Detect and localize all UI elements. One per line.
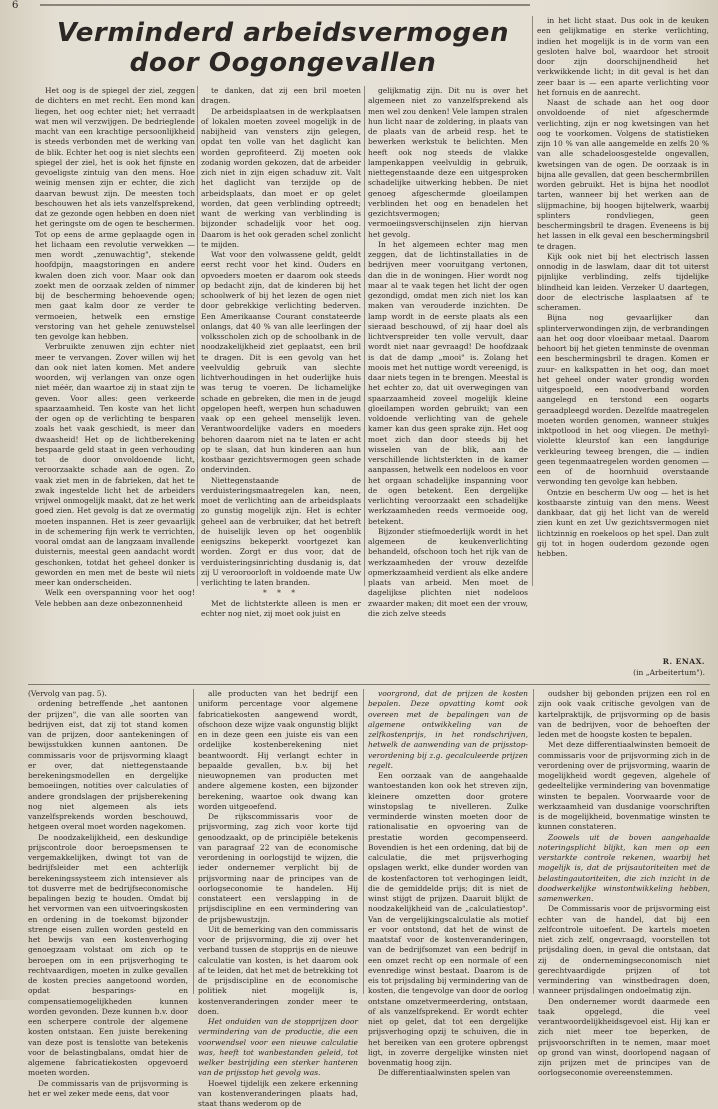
paragraph: Niettegenstaande de verduisteringsmaatregelen kan, neen, moet de verlichting aan de arbeidsplaats zo gunstig mogelijk zijn. Het is echter geheel aan de verbruiker, dat het betreft de huiselijk leven op het oogenblik eenigszins bekeperkt voortgezet kan worden. Zorgt er dus voor, dat de verduisteringsinrichting dusdanig is, dat zij U verooroorloft in voldoende mate Uw verlichting te laten branden. <box>201 476 361 589</box>
column-divider <box>532 16 533 586</box>
top-rule <box>40 4 530 6</box>
paragraph: Met de lichtsterkte alleen is men er echter nog niet, zij moet ook juist en <box>201 599 361 620</box>
article-column-4 <box>537 16 709 641</box>
paragraph: Kijk ook niet bij het electrisch lassen onnodig in de laswlam, daar dit tot uiterst pijnlijke verblinding, zelfs tijdelijke blindheid kan leiden. Verzeker U daartegen, door de electrische lasplaatsen af te scheramen. <box>537 252 709 314</box>
paragraph: Zoowels uit de boven aangehaalde noteringsplicht blijkt, kan men op een verstarkte controle rekenen, waarbij het mogelijk is, dat de prijsautoriteiten met de belastingautoriteiten, die zich inzicht in de doodwerkelijke winstontwikkeling hebben, samenwerken. <box>538 833 710 905</box>
headline-line-1: Verminderd arbeidsvermogen <box>28 18 538 48</box>
page-number: 6 <box>12 0 18 12</box>
section-break: * * * <box>201 588 361 598</box>
paragraph: in het licht staat. Dus ook in de keuken een gelijkmatige en sterke verlichting, indien het mogelijk is in de vorm van een gesloten halve bol, waardoor het strooit door zijn doorschijnendheid het verkwikkende licht; in dit geval is het dan zeer baar is — een aparte verlichting voor het fornuis en de aanrecht. <box>537 16 709 98</box>
paragraph: De arbeidsplaatsen in de werkplaatsen of lokalen moeten zoveel mogelijk in de nabijheid van vensters zijn gelegen, opdat ten volle van het daglicht kan worden geprofiteerd. Zij moeten ook zodanig worden gekozen, dat de arbeider zich niet in zijn eigen schaduw zit. Valt het daglicht van terzijde op de arbeidsplaats, dan moet er op gelet worden, dat geen verblinding optreedt; want de werking van verblinding is bijzonder schadelijk voor het oog. Daarom is het ook geraden schel zonlicht te mijden. <box>201 107 361 251</box>
column-divider <box>363 689 364 994</box>
paragraph: Naast de schade aan het oog door onvoldoende of niet afgeschermde verlichting, zijn er nog kwetsingen van het oog te voorkomen. Volgens de statistieken zijn 10 % van alle aangemelde en zelfs 20 % van alle schadeloosgestelde ongevallen, kwetsingen van de ogen. De oorzaak is in bijna alle gevallen, dat geen beschermbrillen worden gebruikt. Het is bijna het noodlot tarten, wanneer bij het werken aan de slijpmachine, bij hoogen bijtelwerk, waarbij splinters rondvliegen, geen beschermingsbril te dragen. Eveneens is bij het lassen in elk geval een beschermingsbril te dragen. <box>537 98 709 252</box>
paragraph: Ontzie en bescherm Uw oog — het is het kostbaarste zintuig van den mens. Weest dankbaar, dat gij het licht van de wereld zien kunt en zet Uw gezichtsvermogen niet lichtzinnig en roekeloos op het spel. Dan zult gij tot in hogen ouderdom gezonde ogen hebben. <box>537 488 709 560</box>
headline-line-2: door Oogongevallen <box>28 48 538 78</box>
paragraph: oudsher bij gebonden prijzen een rol en zijn ook vaak critische gevolgen van de kartelpraktijk, de prijsvorming op de basis van de bedrijven, voor de behoeften der leden met de hoogste kosten te bepalen. <box>538 689 710 740</box>
article-column-1 <box>35 86 195 586</box>
paragraph: alle producten van het bedrijf een uniform percentage voor algemene fabricatiekosten aangewend wordt, ofschoon deze wijze vaak ongunstig blijkt en in deze geen een juiste eis van een ordelijke kostenberekening niet beantwoordt. Hij verlangt echter in bepaalde gevallen, b.v. bij het nieuwopnemen van producten met andere algemene kosten, een bijzonder berekening, waartoe ook dwang kan worden uitgeoefend. <box>198 689 358 812</box>
column-divider <box>193 689 194 994</box>
article-column-2 <box>201 86 361 586</box>
column-divider <box>197 86 198 586</box>
article-column-3 <box>368 86 528 586</box>
paragraph: Verbruikte zenuwen zijn echter niet meer te vervangen. Zover willen wij het dan ook niet laten komen. Met andere woorden, wij verlangen van onze ogen niet méér, dan waartoe zij in staat zijn te geven. Voor alles: geen verkeerde spaarzaamheid. Ten koste van het licht der ogen op de verlichting te besparen zoals het vaak geschiedt, is meer dan dwaasheid! Het op de lichtberekening bespaarde geld staat in geen verhouding tot de door onvoldoende licht, veroorzaakte schade aan de ogen. Zo vaak ziet men in de fabrieken, dat het te zwak ingestelde licht het de arbeiders vrijwel onmogelijk maakt, dat ze het werk goed zien. Het gevolg is dat ze overmatig moeten inspannen. Het is zeer gevaarlijk in de schemering fijn werk te verrichten, vooral omdat aan de langzaam invallende duisternis, meestal geen aandacht wordt geschonken, totdat het geheel donker is geworden en men met de beste wil niets meer kan onderscheiden. <box>35 342 195 588</box>
paragraph: De rijkscommissaris voor de prijsvorming, zag zich voor korte tijd genoodzaakt, op de principiële betekenis van paragraaf 22 van de economische verordening in oorlogstijd te wijzen, die ieder ondernemer verplicht bij de prijsvorming naar de principes van de oorlogseconomie te handelen. Hij constateert een verslapping in de prijsdiscipline en een vermindering van de prijsbewustzijn. <box>198 812 358 925</box>
paragraph: Hoewel tijdelijk een zekere erkenning van kostenveranderingen plaats had, staat thans wederom op de <box>198 1079 358 1109</box>
continuation-column-3 <box>368 689 528 994</box>
paragraph: Bijzonder stiefmoederlijk wordt in het algemeen de keukenverlichting behandeld, ofschoon toch het rijk van de werkzaamheden der vrouw dezelfde opmerkzaamheid verdient als elke andere plaats van arbeid. Men moet de dagelijkse plichten niet nodeloos zwaarder maken; dit moet een der vrouw, die zich zelve steeds <box>368 527 528 619</box>
paragraph: De differentiaalwinsten spelen van <box>368 1068 528 1078</box>
column-divider <box>364 86 365 586</box>
paragraph: te danken, dat zij een bril moeten dragen. <box>201 86 361 107</box>
paragraph: Bijna nog gevaarlijker dan splinterverwondingen zijn, de verbrandingen aan het oog door vloeibaar metaal. Daarom behoort bij het gieten tenminste de ovenman een beschermingsbril te dragen. Komen er zuur- en kalkspatten in het oog, dan moet het geheel onder water grondig worden uitgespoeld, een noodverband worden aangelegd en terstond een oogarts geraadpleegd worden. Dezelfde maatregelen moeten worden genomen, wanneer stukjes inktpotlood in het oog vliegen. De methyl-violette kleurstof kan een langdurige verkleuring teweeg brengen, die — indien geen tegenmaatregelen worden genomen — een of de hoornhuid overstaande verwonding ten gevolge kan hebben. <box>537 313 709 487</box>
paragraph: gelijkmatig zijn. Dit nu is over het algemeen niet zo vanzelfsprekend als men wel zou denken! Vele lampen stralen hun licht naar de zoldering, in plaats van de plaats van de arbeid resp. het te bewerken werkstuk te belichten. Men heeft ook nog steeds de vlakke lampenkappen veelvuldig in gebruik, niettegenstaande deze een uitgesproken schadelijke uitwerking hebben. De niet genoeg afgeschermde gloeilampen verblinden het oog en benadelen het gezichtsvermogen; vermoeiingsverschijnselen zijn hiervan het gevolg. <box>368 86 528 240</box>
paragraph: De Commissaris voor de prijsvorming eist echter van de handel, dat bij een zelfcontrole uitoefent. De kartels moeten niet zich zelf, ongevraagd, voorstellen tot prijsdaling doen, in geval die ontstaan, dat zij de ondernemingseconomisch niet gerechtvaardigde prijzen of tot vermindering van winstbedragen doen, wanneer prijsdalingen ondoelmatig zijn. <box>538 904 710 996</box>
section-rule <box>28 684 710 685</box>
paragraph: De noodzakelijkheid, een deskundige prijscontrole door beroepsmensen te vergemakkelijken, dwingt tot van de bedrijfsleider met een achterlijk berekeningssysteem zich intensiever als tot dusverre met de bedrijfseconomische bepalingen bezig te houden. Omdat bij het vervormen van een uitvoeringskosten en ordening in de toekomst bijzonder strenge eisen zullen worden gesteld en het bewijs van een kostenverhoging genoegzaam volstaat om zich op te beroepen om in een prijsverhoging te rechtvaardigen, moeten in zulke gevallen de kosten precies aangetoond worden, opdat besparings- en compensatiemogelijkheden kunnen worden gevonden. Deze kunnen b.v. door een scherpere controle der algemene kosten ontstaan. Een juiste berekening van deze post is tenslotte van betekenis voor de belastingbalans, omdat hier de algemene fabricatiekosten opgevoerd moeten worden. <box>28 833 188 1079</box>
paragraph: voorgrond, dat de prijzen de kosten bepalen. Deze opvatting komt ook overeen met de bepalingen van de algemene ontwikkeling van de zelfkostenprijs, in het rondschrijven, hetwelk de aanwending van de prijsstop-verordening bij z.g. gecalculeerde prijzen regelt. <box>368 689 528 771</box>
article-headline <box>28 18 538 78</box>
continuation-column-4 <box>538 689 710 994</box>
paragraph: Welk een overspanning voor het oog! Vele hebben aan deze onbezonnenheid <box>35 588 195 609</box>
continuation-column-2 <box>198 689 358 994</box>
paragraph: Het onduiden van de stopprijzen door vermindering van de productie, die een voorwendsel voor een nieuwe calculatie was, heeft tot wanbestanden geleid, tot welker bestrijding een sterker hanteren van de prijsstop het gevolg was. <box>198 1017 358 1079</box>
column-divider <box>533 689 534 994</box>
paragraph: Den ondernemer wordt daarmede een taak opgelegd, die veel verantwoordelijkheidsgevoel eist. Hij kan er zich niet meer toe beperken, de prijsvoorschriften in te nemen, maar moet op grond van winst, doorlopend nagaan of zijn prijzen met de principes van de oorlogseconomie overeenstemmen. <box>538 997 710 1079</box>
article-signature <box>600 656 705 678</box>
paragraph: De commissaris van de prijsvorming is het er wel zeker mede eens, dat voor <box>28 1079 188 1100</box>
author-name: R. ENAX. <box>600 656 705 667</box>
source-credit: (in „Arbeitertum"). <box>600 667 705 678</box>
paragraph: In het algemeen echter mag men zeggen, dat de lichtinstallaties in de bedrijven meer vooruitgang vertonen, dan die in de woningen. Hier wordt nog maar al te vaak tegen het licht der ogen gezondigd, omdat men zich niet los kan maken van verouderde inzichten. De lamp wordt in de eerste plaats als een sieraad beschouwd, of zij haar doel als lichtverspreider ten volle vervult, daar wordt niet naar gevraagd! De hoofdzaak is dat de damp „mooi" is. Zolang het moois met het nuttige wordt vereenigd, is daar niets tegen in te brengen. Meestal is het echter zo, dat uit overwegingen van spaarzaamheid zoveel mogelijk kleine gloeilampen worden gebruikt; van een voldoende verlichting van de gehele kamer kan dus geen sprake zijn. Het oog moet zich dan door steeds bij het wisselen van de blik, aan de verschillende lichtsterkten in de kamer aanpassen, hetwelk een nodeloos en voor het orgaan schadelijke inspanning voor de ogen betekent. Een dergelijke verlichting veroorzaakt een schadelijke werkzaamheden reeds vermoeide oog, betekent. <box>368 240 528 527</box>
paragraph: Met deze differentiaalwinsten bemoeit de commissaris voor de prijsvorming zich in de verordening over de prijsvorming, waarin de mogelijkheid wordt gegeven, algehele of gedeeltelijke vermindering van bovenmatige winsten te bepalen. Voorwaarde voor de werkzaamheid van dusdanige voorschriften is de mogelijkheid, bovenmatige winsten te kunnen constateren. <box>538 740 710 832</box>
paragraph: ordening betreffende „het aantonen der prijzen", die van alle soorten van bedrijven eist, dat zij tot stand komen van de prijzen, door aantekeningen of bewijsstukken kunnen aantonen. De commissaris voor de prijsvorming klaagt er over, dat niettegenstaande berekeningsmodellen en dergelijke bemoeiingen, notities over calculaties of andere grondslagen der prijsberekening nog niet algemeen als iets vanzelfsprekends worden beschouwd, hetgeen overal moet worden nagekomen. <box>28 699 188 832</box>
paragraph: Uit de bemerking van den commissaris voor de prijsvorming, die zij over het verband tussen de stopprijs en de nieuwe calculatie van kosten, is het daarom ook af te leiden, dat het met de betrekking tot de prijsdiscipline en de economische politiek niet mogelijk is, kostenveranderingen zonder meer te doen. <box>198 925 358 1017</box>
paragraph: Het oog is de spiegel der ziel, zeggen de dichters en met recht. Een mond kan liegen, het oog echter niet; het verraadt wat men wil verzwijgen. De bedrieglende macht van een krachtige persoonlijkheid is steeds verbonden met de werking van de blik. Echter het oog is niet slechts een spiegel der ziel, het is ook het fijnste en gevoeligste zintuig van den mens. Hoe weinig mensen zijn er echter, die zich daarvan bewust zijn. De meesten toch beschouwen het als iets vanzelfsprekend, dat ze gezonde ogen hebben en doen niet het geringste om de ogen te beschermen. Tot op eens de arme geplaagde ogen in het lichaam een revolutie verwekken — men wordt „zenuwachtig", stekende hoofdpijn, maagstoringen en andere kwalen doen zich voor. Maar ook dan zoekt men de oorzaak zelden of nimmer bij de bescherming behoevende ogen; men gaat kalm door ze verder te vermoeien, hetwelk een ernstige verstoring van het gehele zenuwstelsel ten gevolge kan hebben. <box>35 86 195 342</box>
paragraph: Wat voor den volwassene geldt, geldt eerst recht voor het kind. Ouders en opvoeders moeten er daarom ook steeds op bedacht zijn, dat de kinderen bij het schoolwerk of bij het lezen de ogen niet door gebrekkige verlichting bederven. Een Amerikaanse Courant constateerde onlangs, dat 40 % van alle leerlingen der volksscholen zich op de schoolbank in de noodzakelijkheid ziet geplaatst, een bril te dragen. Dit is een gevolg van het veelvuldig gebruik van slechte lichtverhoudingen in het ouderlijke huis was terug te voeren. De lichamelijke schade en gebreken, die men in de jeugd opgelopen heeft, werpen hun schaduwen vaak op een geheel menselijk leven. Verantwoordelijke vaders en moeders behoren daarom niet na te laten er acht op te slaan, dat hun kinderen aan hun kostbaar gezichtsvermogen geen schade ondervinden. <box>201 250 361 476</box>
continued-from-note: (Vervolg van pag. 5). <box>28 689 188 699</box>
paragraph: Een oorzaak van de aangehaalde wantoestanden kon ook het streven zijn, kleinere omzetten door grotere winstopslag te nivelleren. Zulke verminderde winsten moeten door de rationalisatie en opvoering van de prestatie worden gecompenseerd. Bovendien is het een ordening, dat bij de calculatie, die met prijsverhoging opslagen werkt, elke dunder worden van de kostenfactoren tot verhogingen leidt, die de gemiddelde prijs; dit is niet de winst stijgt de prijzen. Daaruit blijkt de noodzakelijkheid van de „calculatiestop". Van de vergelijkingscalculatie als motief er voor ontstond, dat het de winst de maatstaf voor de kostenveranderingen, van de bedrijfsomzet van een bedrijf in een omzet recht op een normale of een evenredige winst bestaat. Daarom is de eis tot prijsdaling bij vermindering van de kosten, die tengevolge van door de oorlog ontstane omzetvermeerdering, ontstaan, of als vanzelfsprekend. Er wordt echter niet op gelet, dat tot een dergelijke prijsverhoging opzij te schuiven, die in het bereiken van een grotere opbrengst ligt, in zoverre dergelijke winsten niet bovenmatig hoog zijn. <box>368 771 528 1068</box>
continuation-column-1 <box>28 689 188 994</box>
